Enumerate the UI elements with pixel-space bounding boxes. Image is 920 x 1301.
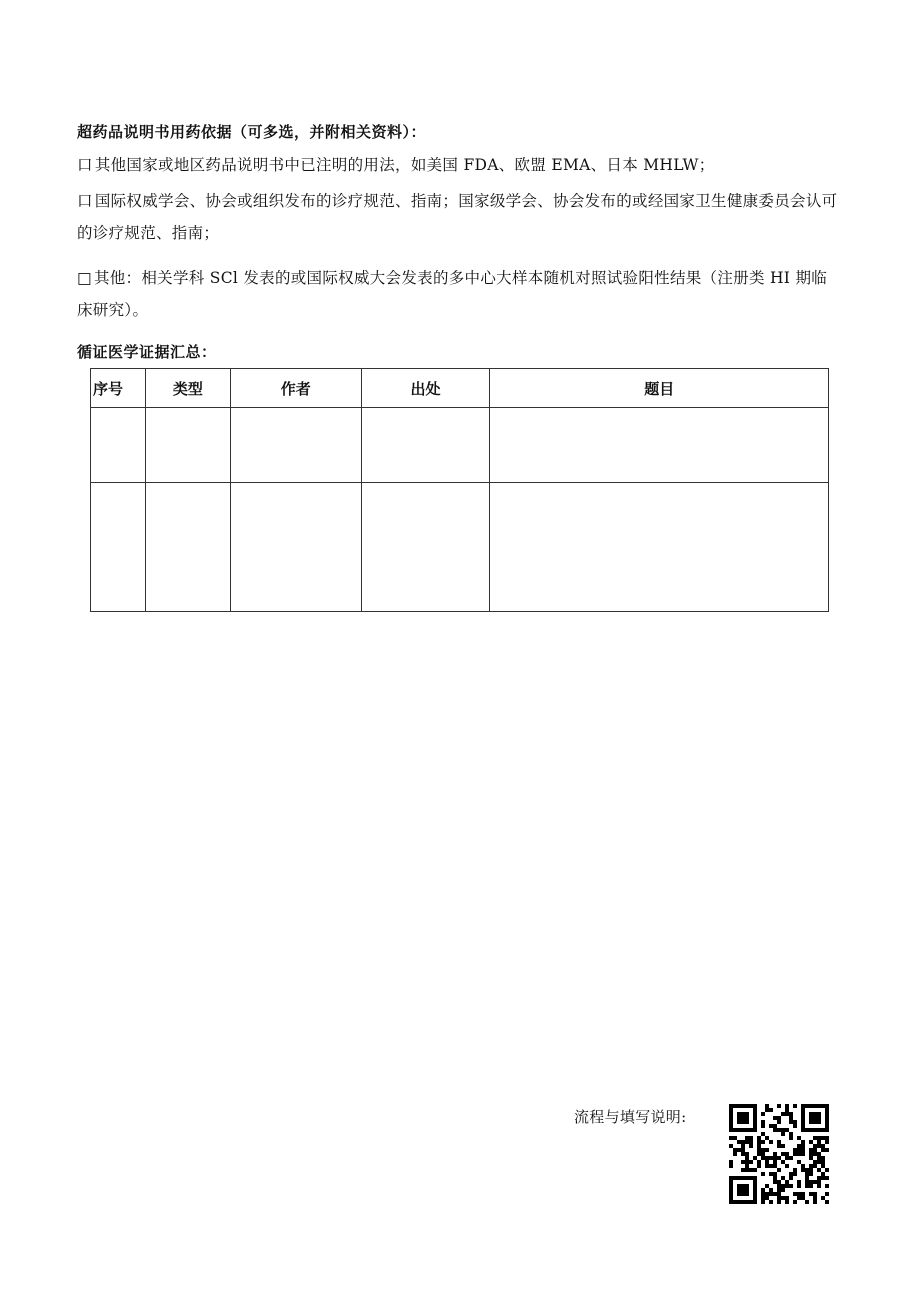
basis-option-foreign-label[interactable] <box>77 149 842 181</box>
table-cell[interactable] <box>91 483 146 612</box>
column-header-source: 出处 <box>361 369 490 408</box>
basis-option-other[interactable] <box>77 262 842 326</box>
evidence-section-title: 循证医学证据汇总： <box>77 343 217 361</box>
column-header-title: 题目 <box>490 369 829 408</box>
table-cell[interactable] <box>490 483 829 612</box>
qr-code-icon[interactable] <box>729 1104 829 1204</box>
column-header-index: 序号 <box>91 369 146 408</box>
checkbox-icon[interactable]: 口 <box>77 156 93 174</box>
basis-option-guideline[interactable] <box>77 185 842 249</box>
table-row <box>91 483 829 612</box>
table-cell[interactable] <box>230 483 361 612</box>
table-cell[interactable] <box>145 408 230 483</box>
checkbox-icon[interactable]: □ <box>77 269 92 287</box>
instructions-label: 流程与填写说明: <box>574 1108 687 1126</box>
column-header-type: 类型 <box>145 369 230 408</box>
table-header-row <box>91 369 829 408</box>
table-cell[interactable] <box>490 408 829 483</box>
table-cell[interactable] <box>361 408 490 483</box>
basis-option-text: 国际权威学会、协会或组织发布的诊疗规范、指南；国家级学会、协会发布的或经国家卫生健康委员会认可的诊疗规范、指南； <box>77 192 838 242</box>
basis-section-title: 超药品说明书用药依据（可多选，并附相关资料）： <box>77 123 427 141</box>
checkbox-icon[interactable]: 口 <box>77 192 93 210</box>
table-cell[interactable] <box>145 483 230 612</box>
column-header-author: 作者 <box>230 369 361 408</box>
evidence-table <box>90 368 829 612</box>
table-row <box>91 408 829 483</box>
table-cell[interactable] <box>230 408 361 483</box>
table-cell[interactable] <box>91 408 146 483</box>
basis-option-text: 其他：相关学科 SCl 发表的或国际权威大会发表的多中心大样本随机对照试验阳性结果（注册类 HI 期临床研究）。 <box>77 269 828 319</box>
table-cell[interactable] <box>361 483 490 612</box>
basis-option-text: 其他国家或地区药品说明书中已注明的用法，如美国 FDA、欧盟 EMA、日本 MHLW； <box>94 156 715 174</box>
